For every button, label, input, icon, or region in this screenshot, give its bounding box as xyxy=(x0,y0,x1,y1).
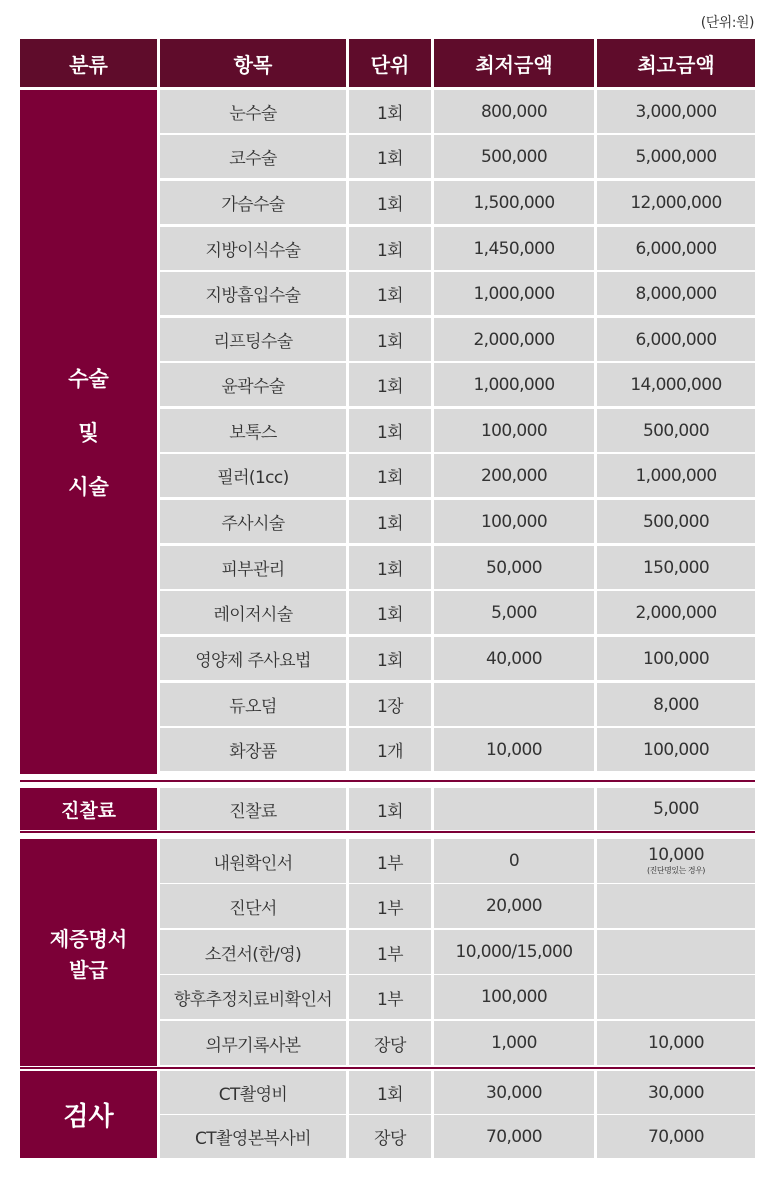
cell-item xyxy=(160,181,346,224)
cell-unit xyxy=(349,135,431,178)
cell-unit-text: 1회 xyxy=(376,104,404,124)
table-row xyxy=(20,975,755,1019)
cell-unit xyxy=(349,728,431,771)
cell-min-price xyxy=(434,930,594,974)
cell-item xyxy=(160,90,346,133)
cell-min-price xyxy=(434,1071,594,1114)
table-row xyxy=(20,272,755,315)
cell-item-text: 보톡스 xyxy=(229,423,277,443)
cell-unit-text: 1회 xyxy=(376,195,404,215)
cell-max-price xyxy=(597,637,755,680)
cell-unit-text: 1회 xyxy=(376,801,404,822)
cell-min-price xyxy=(434,409,594,452)
table-row xyxy=(20,930,755,974)
cell-item-text: 의무기록사본 xyxy=(205,1035,301,1056)
cell-unit xyxy=(349,363,431,406)
cell-item-text: 주사시술 xyxy=(221,514,285,534)
cell-min-price-text: 1,450,000 xyxy=(473,238,555,259)
cell-item xyxy=(160,884,346,928)
cell-item-text: 내원확인서 xyxy=(213,853,293,874)
table-row xyxy=(20,363,755,406)
cell-item-text: 소견서(한/영) xyxy=(204,944,302,965)
category-label: 및 xyxy=(78,421,99,445)
cell-min-price-text: 200,000 xyxy=(480,465,548,486)
cell-unit xyxy=(349,500,431,543)
cell-max-price xyxy=(597,181,755,224)
cell-item xyxy=(160,637,346,680)
cell-item xyxy=(160,454,346,497)
cell-min-price-text: 100,000 xyxy=(480,420,548,441)
table-row xyxy=(20,1021,755,1065)
cell-item-text: 윤곽수술 xyxy=(221,377,285,397)
cell-min-price-text: 1,500,000 xyxy=(473,192,555,213)
table-row xyxy=(20,546,755,589)
cell-min-price xyxy=(434,788,594,830)
cell-unit-text: 1부 xyxy=(376,944,404,965)
cell-unit xyxy=(349,227,431,270)
cell-item xyxy=(160,683,346,726)
cell-max-price-text: 6,000,000 xyxy=(635,329,717,350)
cell-item-text: 듀오덤 xyxy=(229,697,277,717)
cell-unit-text: 장당 xyxy=(374,1129,406,1149)
cell-unit-text: 1회 xyxy=(376,286,404,306)
table-row xyxy=(20,591,755,634)
cell-item-text: 눈수술 xyxy=(229,104,277,124)
cell-max-price xyxy=(597,272,755,315)
cell-unit-text: 1회 xyxy=(376,377,404,397)
cell-unit xyxy=(349,1115,431,1158)
cell-item xyxy=(160,272,346,315)
cell-max-price xyxy=(597,363,755,406)
cell-unit-text: 1회 xyxy=(376,1085,404,1105)
cell-item xyxy=(160,728,346,771)
table-row xyxy=(20,683,755,726)
cell-unit-text: 1부 xyxy=(376,898,404,919)
category-label: 수술 xyxy=(68,367,109,391)
category-label: 시술 xyxy=(68,475,109,499)
cell-min-price-text: 70,000 xyxy=(486,1126,542,1147)
cell-item xyxy=(160,500,346,543)
table-row xyxy=(20,884,755,928)
cell-min-price-text: 0 xyxy=(508,851,520,871)
table-section xyxy=(20,90,755,774)
cell-max-price xyxy=(597,839,755,883)
cell-unit-text: 1회 xyxy=(376,514,404,534)
cell-min-price-text: 100,000 xyxy=(480,987,548,1007)
cell-unit-text: 장당 xyxy=(374,1035,406,1056)
cell-unit-text: 1부 xyxy=(376,989,404,1010)
cell-unit-text: 1장 xyxy=(376,697,404,717)
cell-max-price xyxy=(597,500,755,543)
table-row xyxy=(20,788,755,830)
cell-item-text: 지방흡입수술 xyxy=(205,286,301,306)
table-row xyxy=(20,135,755,178)
table-row xyxy=(20,181,755,224)
cell-max-price xyxy=(597,318,755,361)
cell-unit xyxy=(349,1071,431,1114)
cell-unit-text: 1회 xyxy=(376,332,404,352)
cell-unit xyxy=(349,409,431,452)
cell-item-text: 필러(1cc) xyxy=(217,468,289,488)
cell-max-price xyxy=(597,683,755,726)
cell-unit xyxy=(349,546,431,589)
cell-max-price xyxy=(597,728,755,771)
section-divider xyxy=(20,1067,755,1069)
cell-min-price xyxy=(434,884,594,928)
max-price-note: (진단명있는 경우) xyxy=(647,865,705,875)
cell-min-price xyxy=(434,975,594,1019)
cell-max-price-text: 10,000 xyxy=(648,844,704,865)
cell-item xyxy=(160,227,346,270)
cell-item-text: 영양제 주사요법 xyxy=(195,651,311,671)
cell-min-price-text: 500,000 xyxy=(480,146,548,167)
section-divider xyxy=(20,831,755,833)
cell-unit-text: 1회 xyxy=(376,241,404,261)
cell-unit-text: 1개 xyxy=(376,742,404,762)
cell-unit xyxy=(349,788,431,830)
cell-unit-text: 1회 xyxy=(376,423,404,443)
cell-unit xyxy=(349,839,431,883)
header-category: 분류 xyxy=(20,39,157,87)
header-max-price: 최고금액 xyxy=(597,39,755,87)
cell-unit xyxy=(349,683,431,726)
cell-item-text: 코수술 xyxy=(229,149,277,169)
cell-max-price-text: 100,000 xyxy=(642,648,710,669)
cell-max-price xyxy=(597,1021,755,1065)
cell-max-price xyxy=(597,788,755,830)
cell-min-price-text: 1,000,000 xyxy=(473,374,555,395)
cell-min-price-text: 30,000 xyxy=(486,1082,542,1103)
table-row xyxy=(20,90,755,133)
cell-max-price xyxy=(597,1115,755,1158)
cell-min-price xyxy=(434,318,594,361)
cell-min-price xyxy=(434,90,594,133)
cell-min-price xyxy=(434,728,594,771)
cell-item-text: 가슴수술 xyxy=(221,195,285,215)
section-divider xyxy=(20,780,755,782)
cell-unit xyxy=(349,90,431,133)
cell-max-price xyxy=(597,884,755,928)
cell-min-price-text: 1,000,000 xyxy=(473,283,555,304)
cell-max-price xyxy=(597,591,755,634)
cell-min-price xyxy=(434,637,594,680)
cell-min-price xyxy=(434,683,594,726)
table-row xyxy=(20,637,755,680)
cell-min-price-text: 20,000 xyxy=(486,896,542,916)
cell-max-price-text: 1,000,000 xyxy=(635,465,717,486)
table-row xyxy=(20,839,755,883)
cell-max-price-text: 70,000 xyxy=(648,1126,704,1147)
cell-item xyxy=(160,318,346,361)
table-row xyxy=(20,409,755,452)
cell-min-price xyxy=(434,363,594,406)
cell-max-price-text: 150,000 xyxy=(642,557,710,578)
cell-item-text: 향후추정치료비확인서 xyxy=(173,989,333,1010)
cell-item xyxy=(160,135,346,178)
cell-item-text: 화장품 xyxy=(229,742,277,762)
cell-unit xyxy=(349,272,431,315)
cell-unit xyxy=(349,637,431,680)
cell-min-price xyxy=(434,1021,594,1065)
cell-item xyxy=(160,1071,346,1114)
cell-max-price-text: 6,000,000 xyxy=(635,238,717,259)
category-label: 발급 xyxy=(69,957,108,982)
cell-unit xyxy=(349,318,431,361)
cell-max-price xyxy=(597,135,755,178)
cell-max-price xyxy=(597,454,755,497)
cell-min-price xyxy=(434,1115,594,1158)
cell-max-price-text: 2,000,000 xyxy=(635,602,717,623)
cell-item-text: 레이저시술 xyxy=(213,605,293,625)
cell-min-price xyxy=(434,454,594,497)
cell-unit-text: 1회 xyxy=(376,651,404,671)
cell-min-price xyxy=(434,181,594,224)
cell-max-price-text: 100,000 xyxy=(642,739,710,760)
cell-min-price xyxy=(434,272,594,315)
cell-item-text: CT촬영본복사비 xyxy=(195,1129,311,1149)
cell-min-price-text: 2,000,000 xyxy=(473,329,555,350)
cell-max-price-text: 8,000 xyxy=(653,694,699,715)
header-item: 항목 xyxy=(160,39,346,87)
cell-item-text: 진찰료 xyxy=(229,801,277,822)
table-section xyxy=(20,788,755,830)
cell-unit-text: 1회 xyxy=(376,605,404,625)
cell-unit xyxy=(349,930,431,974)
cell-unit-text: 1회 xyxy=(376,468,404,488)
category-label: 검사 xyxy=(63,1102,114,1132)
cell-max-price-text: 8,000,000 xyxy=(635,283,717,304)
cell-item-text: 피부관리 xyxy=(221,560,285,580)
cell-min-price xyxy=(434,227,594,270)
cell-max-price-text: 500,000 xyxy=(642,420,710,441)
cell-item xyxy=(160,930,346,974)
cell-item xyxy=(160,591,346,634)
cell-max-price-text: 12,000,000 xyxy=(630,192,722,213)
table-section xyxy=(20,1071,755,1158)
table-row xyxy=(20,227,755,270)
cell-max-price xyxy=(597,409,755,452)
cell-max-price xyxy=(597,1071,755,1114)
cell-unit-text: 1회 xyxy=(376,149,404,169)
table-header xyxy=(20,39,755,87)
cell-item-text: CT촬영비 xyxy=(218,1085,288,1105)
cell-min-price xyxy=(434,839,594,883)
cell-unit xyxy=(349,591,431,634)
cell-min-price-text: 5,000 xyxy=(491,602,537,623)
cell-min-price xyxy=(434,500,594,543)
table-row xyxy=(20,454,755,497)
cell-max-price-text: 10,000 xyxy=(648,1033,704,1053)
cell-item-text: 진단서 xyxy=(229,898,277,919)
cell-unit xyxy=(349,884,431,928)
header-unit: 단위 xyxy=(349,39,431,87)
cell-item xyxy=(160,363,346,406)
cell-max-price xyxy=(597,546,755,589)
cell-max-price-text: 14,000,000 xyxy=(630,374,722,395)
cell-min-price-text: 40,000 xyxy=(486,648,542,669)
cell-item xyxy=(160,409,346,452)
cell-item-text: 지방이식수술 xyxy=(205,241,301,261)
cell-min-price xyxy=(434,135,594,178)
table-row xyxy=(20,1115,755,1158)
cell-min-price-text: 1,000 xyxy=(491,1033,537,1053)
cell-min-price-text: 800,000 xyxy=(480,101,548,122)
table-row xyxy=(20,728,755,771)
cell-max-price-text: 30,000 xyxy=(648,1082,704,1103)
cell-max-price xyxy=(597,227,755,270)
header-min-price: 최저금액 xyxy=(434,39,594,87)
cell-min-price-text: 100,000 xyxy=(480,511,548,532)
cell-item-text: 리프팅수술 xyxy=(213,332,293,352)
cell-item xyxy=(160,1021,346,1065)
unit-note: (단위:원) xyxy=(700,15,754,31)
cell-min-price-text: 50,000 xyxy=(486,557,542,578)
cell-max-price-text: 5,000,000 xyxy=(635,146,717,167)
cell-unit xyxy=(349,454,431,497)
category-label: 제증명서 xyxy=(49,926,128,951)
cell-item xyxy=(160,546,346,589)
table-section xyxy=(20,839,755,1066)
cell-max-price xyxy=(597,975,755,1019)
cell-item xyxy=(160,1115,346,1158)
category-label: 진찰료 xyxy=(60,799,117,822)
cell-max-price-text: 5,000 xyxy=(653,799,699,819)
cell-max-price xyxy=(597,930,755,974)
cell-item xyxy=(160,839,346,883)
table-row xyxy=(20,1071,755,1114)
cell-min-price xyxy=(434,591,594,634)
cell-min-price-text: 10,000/15,000 xyxy=(455,942,573,962)
cell-item xyxy=(160,788,346,830)
cell-max-price-text: 3,000,000 xyxy=(635,101,717,122)
cell-unit xyxy=(349,975,431,1019)
cell-min-price-text: 10,000 xyxy=(486,739,542,760)
cell-max-price xyxy=(597,90,755,133)
cell-unit-text: 1회 xyxy=(376,560,404,580)
cell-unit xyxy=(349,181,431,224)
table-row xyxy=(20,500,755,543)
cell-min-price xyxy=(434,546,594,589)
table-row xyxy=(20,318,755,361)
cell-item xyxy=(160,975,346,1019)
cell-unit xyxy=(349,1021,431,1065)
cell-max-price-text: 500,000 xyxy=(642,511,710,532)
cell-unit-text: 1부 xyxy=(376,853,404,874)
